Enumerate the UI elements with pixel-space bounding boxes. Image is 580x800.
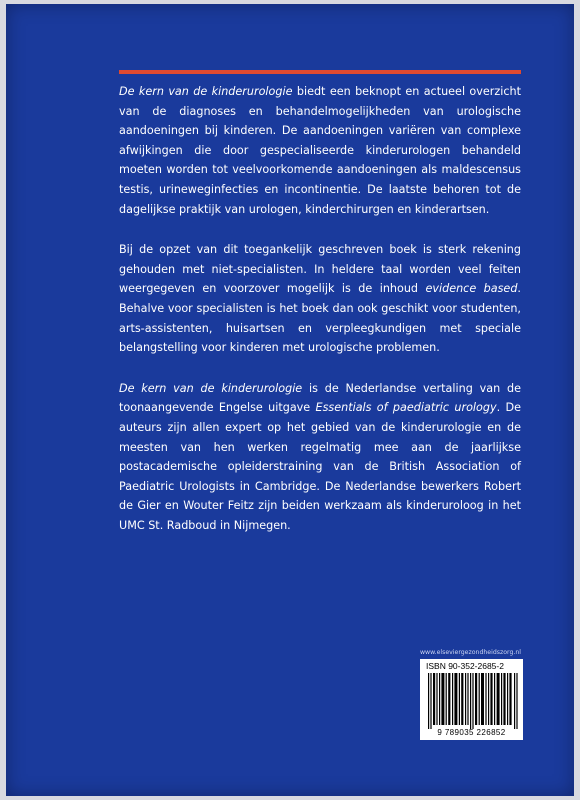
book-title-italic: De kern van de kinderurologie [119,85,293,98]
barcode-box [420,659,523,740]
book-title-italic: De kern van de kinderurologie [119,381,303,395]
blurb-paragraph-1: De kern van de kinderurologie biedt een beknopt en actueel overzicht van de diagnoses en behandelmogelijkheden van urologische aandoeningen bij kinderen. De aandoeningen variëren van complexe afwijkingen die door gespecialiseerde kinderurologen behandeld moeten worden tot veelvoorkomende aandoeningen als maldescensus testis, urineweginfecties en incontinentie. De laatste behoren tot de dagelijkse praktijk van urologen, kinderchirurgen en kinderartsen. [119,85,521,216]
publisher-url: www.elseviergezondheidszorg.nl [420,649,521,656]
isbn-label: ISBN 90-352-2685-2 [426,661,504,671]
barcode-digits: 9 789035 226852 [437,728,506,737]
blurb-text [119,82,521,556]
accent-rule [119,70,521,74]
back-cover [6,4,574,796]
original-title-italic: Essentials of paediatric urology [315,401,497,415]
evidence-based-italic: evidence based [425,282,518,296]
barcode-icon [428,673,518,729]
blurb-paragraph-3: De kern van de kinderurologie is de Nederlandse vertaling van de toonaangevende Engelse uitgave Essentials of paediatric urology. De auteurs zijn allen expert op het gebied van de kinderurologie en de meesten van hen werken regelmatig mee aan de jaarlijkse postacademische opleiderstraining van de British Association of Paediatric Urologists in Cambridge. De Nederlandse bewerkers Robert de Gier en Wouter Feitz zijn beiden werkzaam als kinderuroloog in het UMC St. Radboud in Nijmegen. [119,381,521,532]
blurb-paragraph-2: Bij de opzet van dit toegankelijk geschreven boek is sterk rekening gehouden met niet-specialisten. In heldere taal worden veel feiten weergegeven en voorzover mogelijk is de inhoud evidence based. Behalve voor specialisten is het boek dan ook geschikt voor studenten, arts-assistenten, huisartsen en verpleegkundigen met speciale belangstelling voor kinderen met urologische problemen. [119,243,521,355]
